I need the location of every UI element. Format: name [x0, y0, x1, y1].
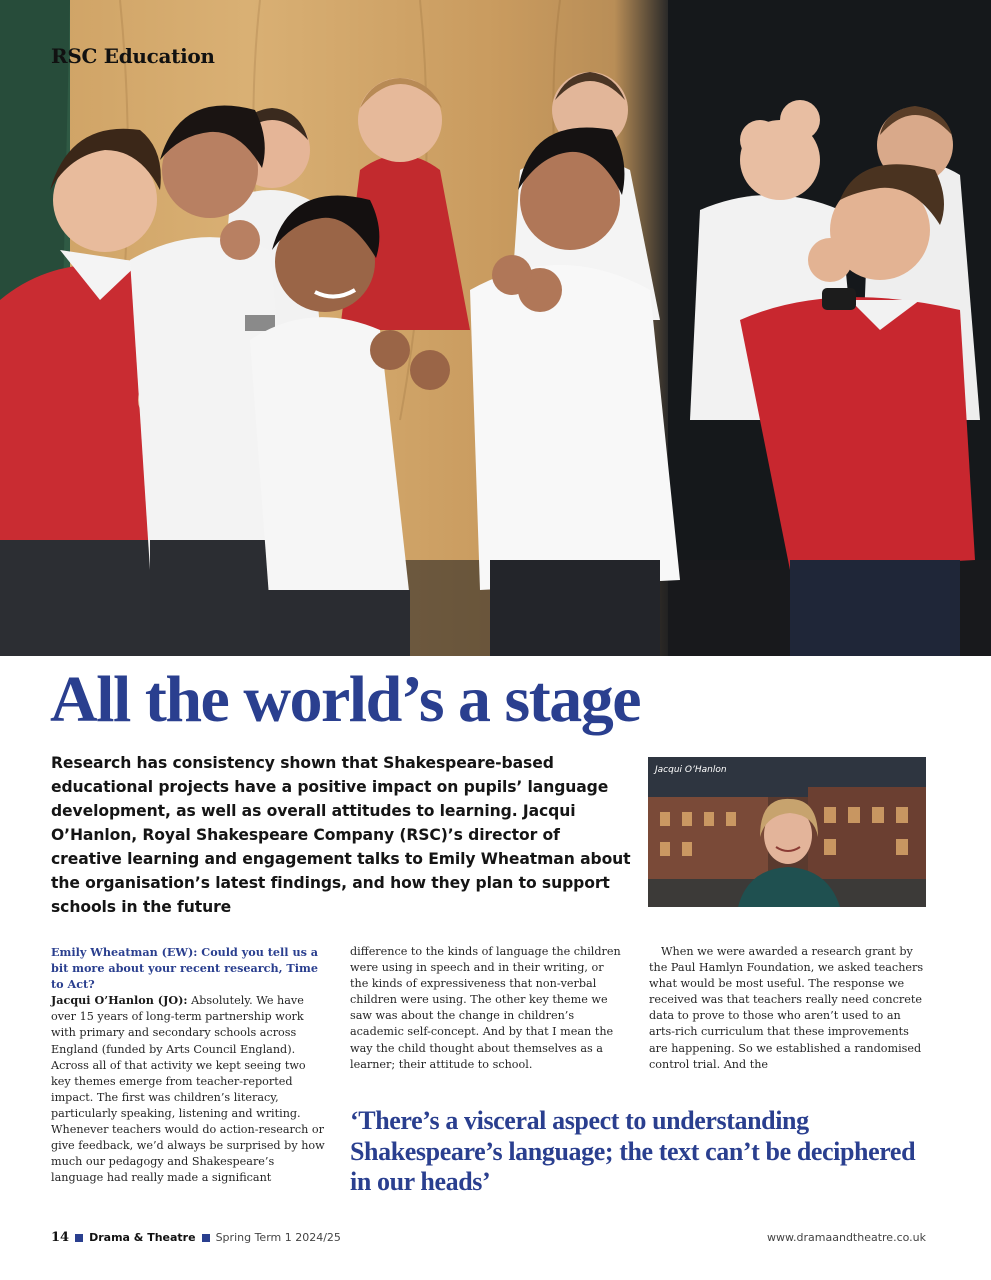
magazine-name: Drama & Theatre [89, 1231, 196, 1244]
article-column-2 [350, 944, 624, 1073]
article-headline: All the world’s a stage [50, 663, 640, 736]
website-url: www.dramaandtheatre.co.uk [767, 1231, 926, 1244]
standfirst-text-2: about the organisation’s latest findings, and how they plan to support schools in the future [51, 850, 631, 916]
answer-continuation: difference to the kinds of language the children were using in speech and in their writing, or the kinds of expressiveness that non-verbal children were using. The other key theme we saw was about the change in children’s academic self-concept. And by that I mean the way the child thought about themselves as a learner; their attitude to school. [350, 945, 621, 1071]
standfirst [51, 751, 631, 919]
page-number: 14 [51, 1230, 70, 1245]
portrait-photo [648, 757, 926, 907]
section-label: RSC Education [51, 44, 215, 68]
page-footer [51, 1230, 926, 1248]
interview-question: Emily Wheatman (EW): Could you tell us a bit more about your recent research, Time to Act? [51, 945, 319, 992]
answer-speaker: Jacqui O’Hanlon (JO): [51, 993, 188, 1008]
square-bullet-icon [202, 1234, 210, 1242]
standfirst-text-1: Research has consistency shown that Shakespeare-based educational projects have a positive impact on pupils’ language development, as well as overall attitudes to learning. Jacqui O’Hanlon, Royal Shakespeare Company (RSC)’s director of creative learning and engagement talks to [51, 754, 609, 868]
article-column-3 [649, 944, 926, 1073]
answer-paragraph: When we were awarded a research grant by the Paul Hamlyn Foundation, we asked teachers what would be most useful. The response we received was that teachers really need concrete data to prove to those who aren’t used to an arts-rich curriculum that these improvements are happening. So we established a randomised control trial. And the [649, 945, 924, 1071]
issue-term: Spring Term 1 2024/25 [215, 1231, 341, 1244]
square-bullet-icon [75, 1234, 83, 1242]
child-center-right [470, 128, 680, 657]
pull-quote: ‘There’s a visceral aspect to understanding Shakespeare’s language; the text can’t be deciphered in our heads’ [350, 1106, 916, 1196]
interview-answer [51, 992, 325, 1186]
article-column-1 [51, 944, 325, 1186]
portrait-illustration [648, 757, 926, 907]
interviewer-name: Emily Wheatman [428, 850, 575, 868]
portrait-caption: Jacqui O’Hanlon [655, 765, 727, 775]
answer-text: Absolutely. We have over 15 years of long-term partnership work with primary and secondary schools across England (funded by Arts Council England). Across all of that activity we kept seeing two key themes emerge from teacher-reported impact. The first was children’s literacy, particularly speaking, listening and writing. Whenever teachers would do action-research or give feedback, we’d always be surprised by how much our pedagogy and Shakespeare’s language had really made a significant [51, 994, 325, 1185]
